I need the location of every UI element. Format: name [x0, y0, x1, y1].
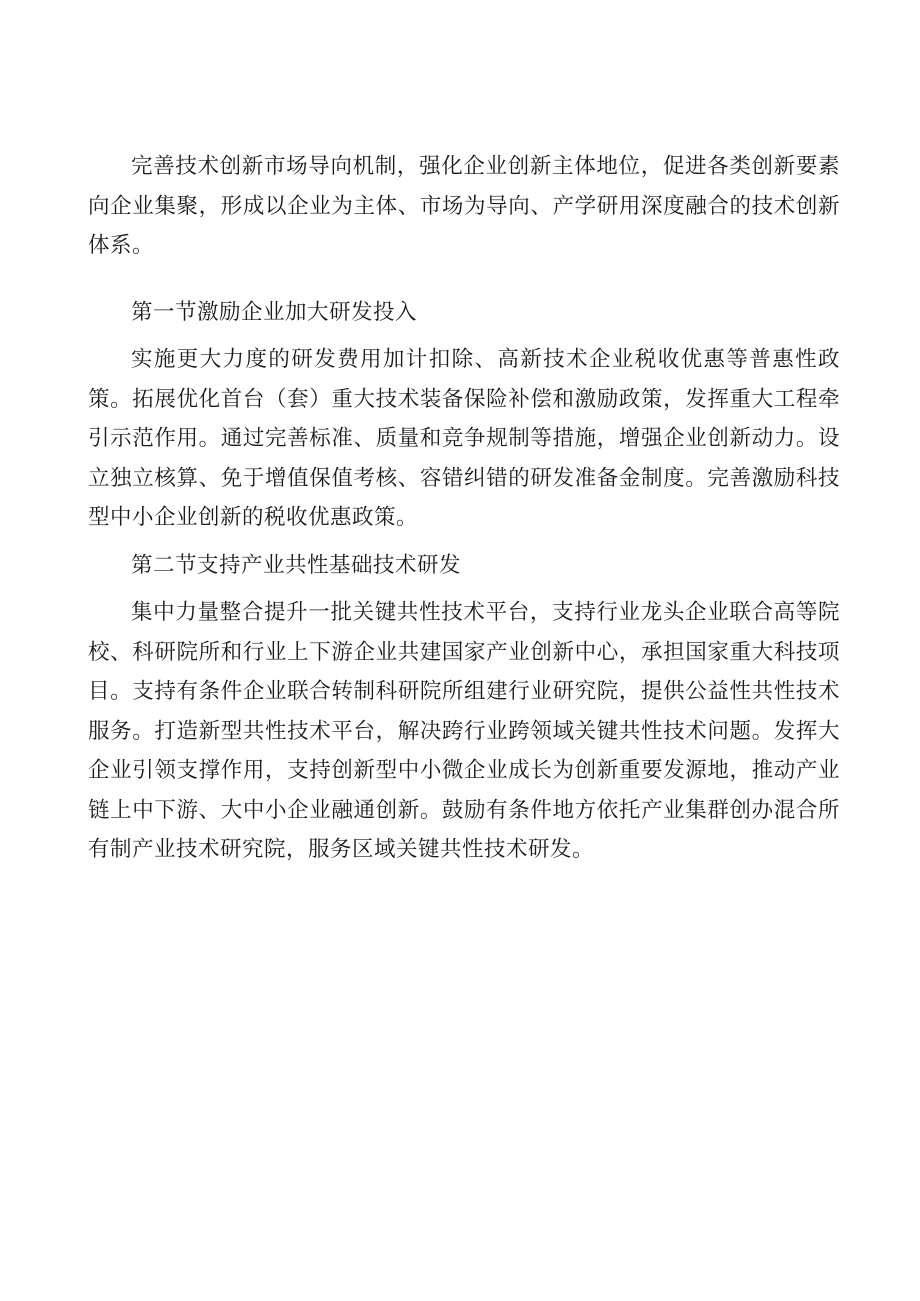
- section-1-body: 实施更大力度的研发费用加计扣除、高新技术企业税收优惠等普惠性政策。拓展优化首台（套）重大技术装备保险补偿和激励政策，发挥重大工程牵引示范作用。通过完善标准、质量和竞争规制等措施，增强企业创新动力。设立独立核算、免于增值保值考核、容错纠错的研发准备金制度。完善激励科技型中小企业创新的税收优惠政策。: [88, 347, 840, 530]
- document-page: [88, 147, 840, 870]
- section-2-heading: 第二节支持产业共性基础技术研发: [131, 552, 462, 578]
- section-2-body: 集中力量整合提升一批关键共性技术平台，支持行业龙头企业联合高等院校、科研院所和行业上下游企业共建国家产业创新中心，承担国家重大科技项目。支持有条件企业联合转制科研院所组建行业研究院，提供公益性共性技术服务。打造新型共性技术平台，解决跨行业跨领域关键共性技术问题。发挥大企业引领支撑作用，支持创新型中小微企业成长为创新重要发源地，推动产业链上中下游、大中小企业融通创新。鼓励有条件地方依托产业集群创办混合所有制产业技术研究院，服务区域关键共性技术研发。: [88, 600, 840, 862]
- intro-paragraph: 完善技术创新市场导向机制，强化企业创新主体地位，促进各类创新要素向企业集聚，形成以企业为主体、市场为导向、产学研用深度融合的技术创新体系。: [88, 154, 840, 258]
- section-1-heading: 第一节激励企业加大研发投入: [131, 299, 418, 325]
